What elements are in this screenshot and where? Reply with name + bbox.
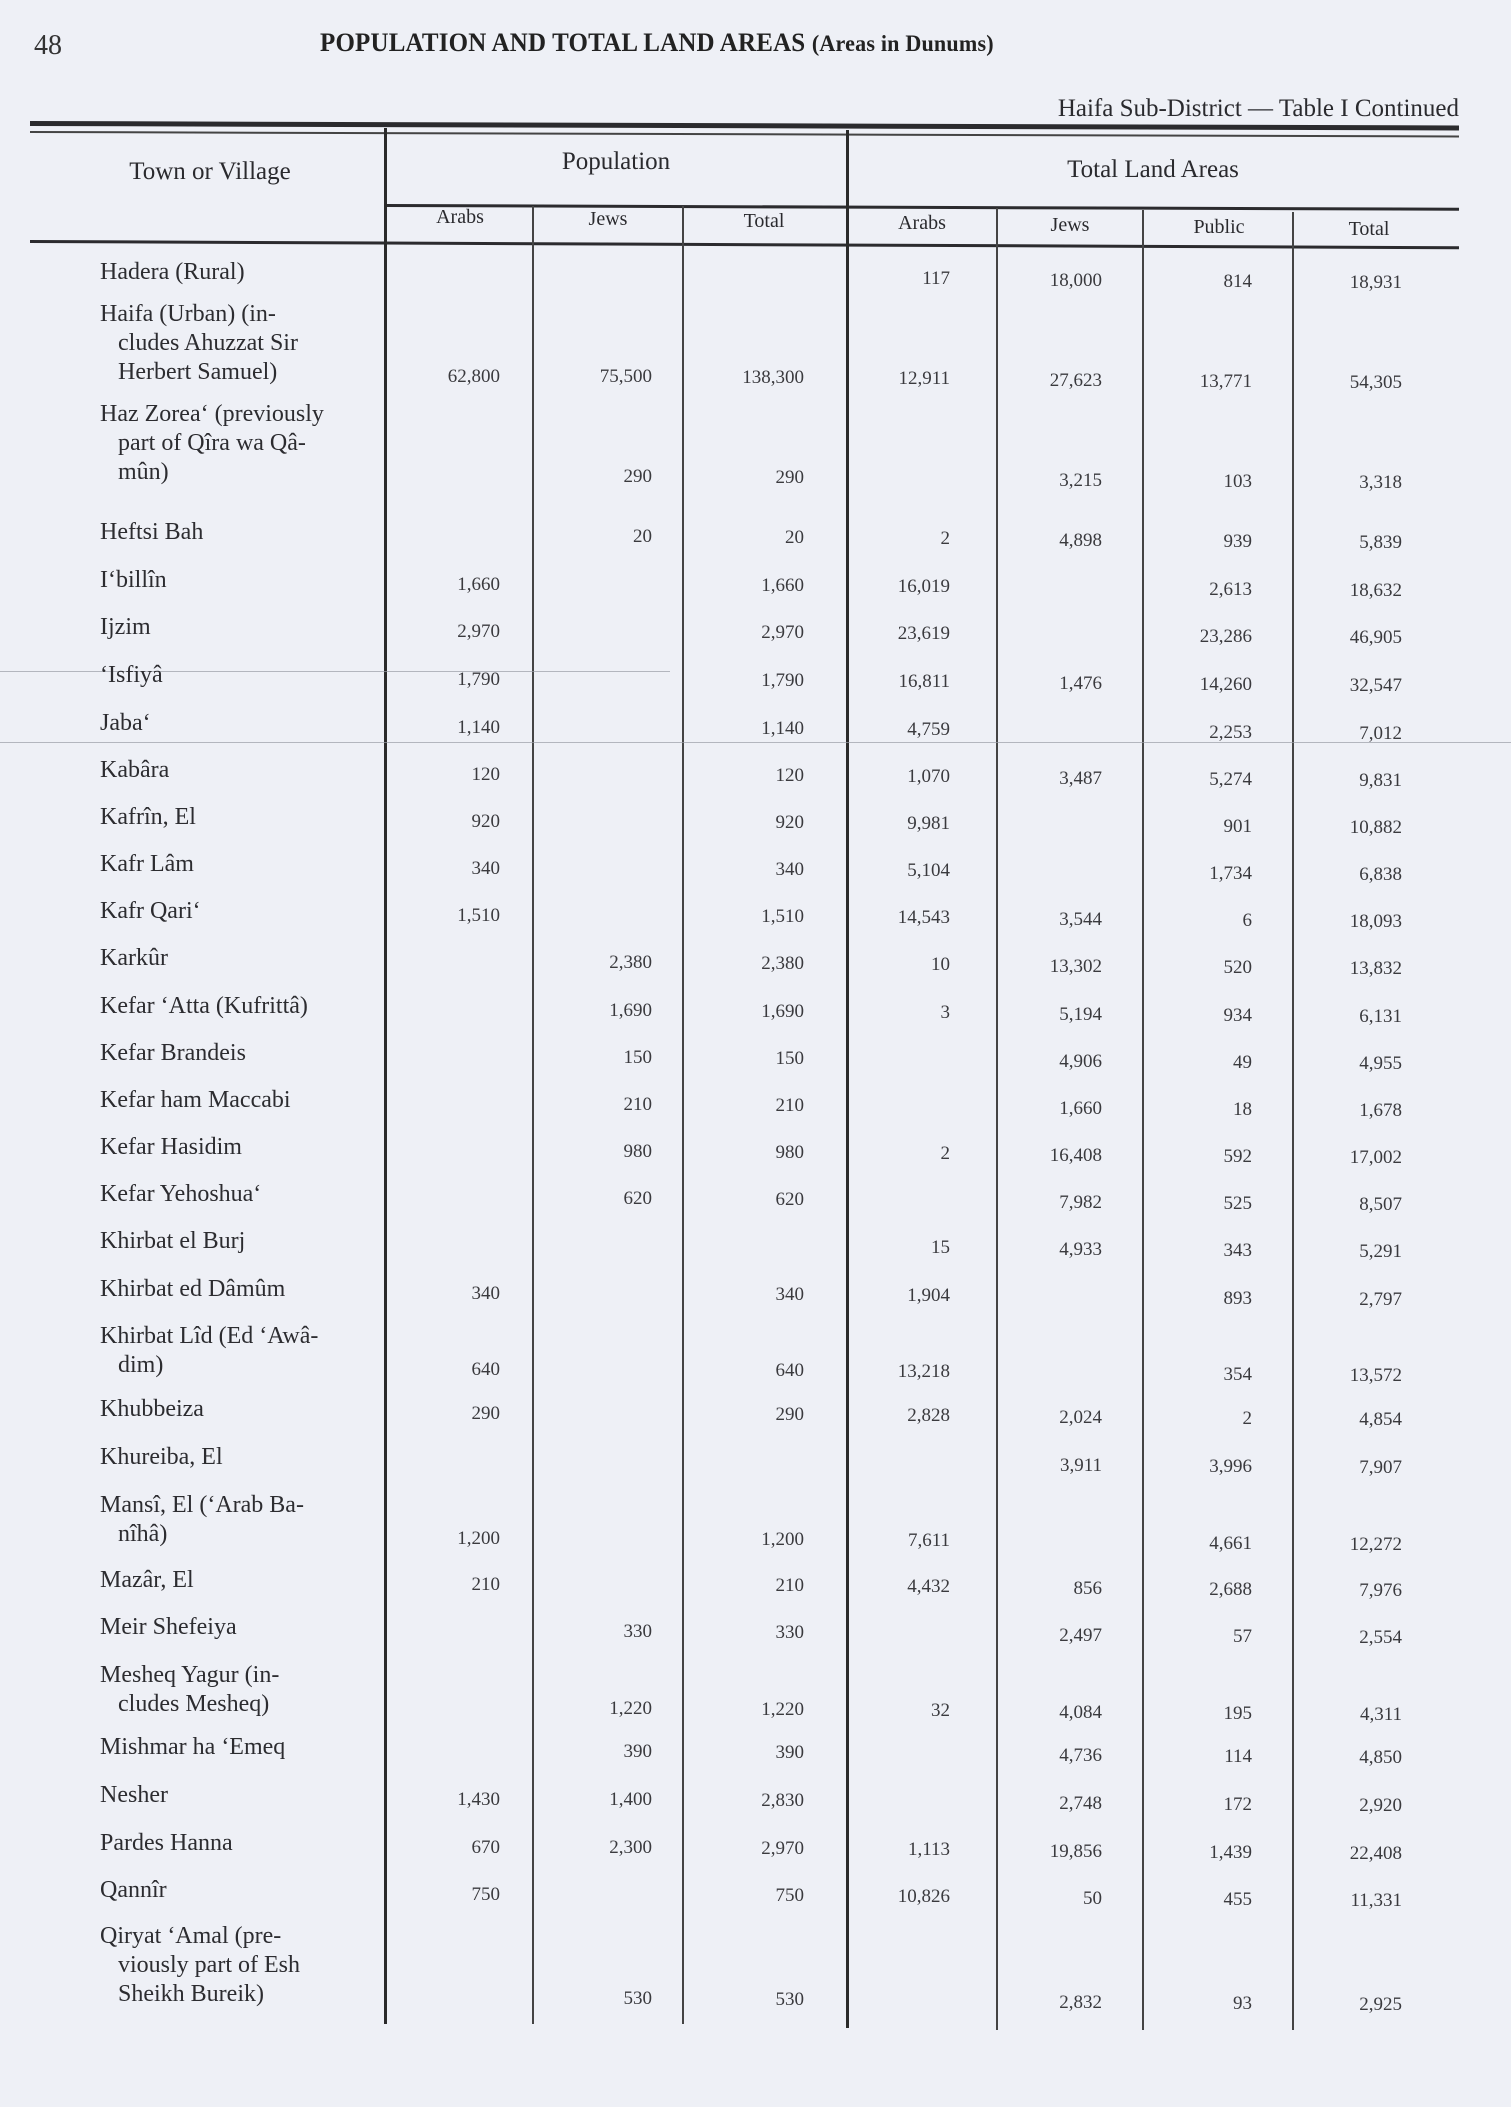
town-name	[100, 992, 370, 1021]
cell-pop-jews: 210	[623, 1094, 652, 1115]
cell-land-jews: 27,623	[1049, 369, 1102, 391]
town-name	[100, 709, 370, 738]
col-header-land-total: Total	[1348, 218, 1390, 240]
cell-pop-arabs: 1,200	[457, 1528, 500, 1549]
cell-land-jews: 4,736	[1059, 1744, 1102, 1766]
cell-land-public: 23,286	[1199, 625, 1252, 647]
cell-land-arabs: 1,070	[907, 766, 950, 788]
cell-pop-arabs: 62,800	[447, 366, 500, 387]
town-name	[100, 1566, 370, 1595]
cell-pop-total: 390	[775, 1742, 804, 1764]
cell-land-jews: 18,000	[1049, 269, 1102, 291]
town-name-line: Herbert Samuel)	[118, 359, 278, 385]
cell-pop-total: 290	[775, 1404, 804, 1426]
cell-land-total: 5,291	[1359, 1241, 1402, 1262]
cell-land-arabs: 3	[940, 1002, 950, 1024]
cell-land-total: 13,832	[1349, 958, 1402, 979]
divider-land-arabs-jews	[996, 208, 998, 2030]
table-subtitle: Haifa Sub-District — Table I Continued	[1057, 95, 1459, 122]
cell-pop-total: 1,200	[761, 1529, 804, 1551]
cell-pop-total: 640	[775, 1360, 804, 1382]
town-name	[100, 756, 370, 785]
cell-pop-arabs: 670	[471, 1837, 500, 1858]
town-name	[100, 613, 370, 642]
cell-land-jews: 7,982	[1059, 1191, 1102, 1213]
cell-land-total: 2,554	[1359, 1627, 1402, 1648]
town-name	[100, 1322, 370, 1380]
scan-artifact-line	[0, 742, 1511, 743]
cell-land-total: 13,572	[1349, 1365, 1402, 1386]
town-name-line: Mesheq Yagur (in-	[100, 1662, 280, 1688]
town-name	[100, 1491, 370, 1549]
town-name	[100, 1395, 370, 1424]
cell-land-total: 4,854	[1359, 1409, 1402, 1430]
town-name	[100, 400, 370, 487]
cell-pop-jews: 2,380	[609, 952, 652, 973]
cell-land-arabs: 117	[922, 268, 950, 290]
cell-land-jews: 50	[1083, 1887, 1102, 1909]
cell-land-arabs: 10	[931, 954, 950, 976]
cell-land-total: 4,311	[1359, 1704, 1402, 1725]
town-name	[100, 518, 370, 547]
town-name-line: Kefar ‘Atta (Kufrittâ)	[100, 993, 308, 1019]
town-name	[100, 1829, 370, 1858]
cell-land-arabs: 2,828	[907, 1405, 950, 1427]
cell-land-total: 9,831	[1359, 770, 1402, 791]
col-header-pop-arabs: Arabs	[436, 206, 484, 228]
cell-land-public: 354	[1223, 1363, 1252, 1385]
cell-pop-jews: 1,220	[609, 1698, 652, 1719]
cell-land-total: 7,976	[1359, 1580, 1402, 1601]
town-header: Town or Village	[129, 158, 291, 185]
town-name-line: Ijzim	[100, 614, 151, 640]
cell-land-arabs: 14,543	[897, 907, 950, 929]
cell-land-public: 195	[1223, 1702, 1252, 1724]
town-name	[100, 1227, 370, 1256]
town-name-line: Sheikh Bureik)	[118, 1981, 264, 2007]
cell-land-arabs: 1,113	[907, 1839, 950, 1861]
town-name-line: Mansî, El (‘Arab Ba-	[100, 1492, 304, 1518]
cell-pop-jews: 1,690	[609, 1000, 652, 1021]
cell-pop-arabs: 340	[471, 1283, 500, 1304]
cell-land-jews: 2,748	[1059, 1792, 1102, 1814]
cell-land-jews: 3,544	[1059, 908, 1102, 930]
town-name	[100, 300, 370, 387]
page-title	[320, 28, 994, 58]
col-header-land-public: Public	[1193, 216, 1245, 238]
col-header-land-jews: Jews	[1050, 214, 1090, 236]
cell-land-arabs: 5,104	[907, 860, 950, 882]
town-name-line: mûn)	[118, 459, 169, 485]
cell-land-total: 18,931	[1349, 272, 1402, 293]
cell-land-total: 3,318	[1359, 472, 1402, 493]
cell-land-public: 18	[1233, 1098, 1252, 1120]
cell-land-jews: 19,856	[1049, 1840, 1102, 1862]
cell-land-arabs: 2	[940, 528, 950, 550]
cell-land-arabs: 23,619	[897, 623, 950, 645]
page-title-main: POPULATION AND TOTAL LAND AREAS	[320, 28, 806, 57]
cell-land-arabs: 15	[931, 1237, 950, 1259]
cell-land-total: 18,632	[1349, 580, 1402, 601]
cell-pop-total: 20	[785, 527, 804, 549]
cell-land-arabs: 9,981	[907, 813, 950, 835]
cell-land-jews: 4,084	[1059, 1701, 1102, 1723]
cell-land-public: 13,771	[1199, 370, 1252, 392]
cell-land-total: 4,955	[1359, 1053, 1402, 1074]
cell-land-public: 343	[1223, 1239, 1252, 1261]
cell-land-total: 7,907	[1359, 1457, 1402, 1478]
cell-pop-arabs: 1,140	[457, 717, 500, 738]
cell-land-arabs: 10,826	[897, 1886, 950, 1908]
cell-land-public: 893	[1223, 1287, 1252, 1309]
land-areas-group-header: Total Land Areas	[1067, 156, 1239, 183]
cell-land-public: 6	[1242, 909, 1252, 931]
cell-land-total: 8,507	[1359, 1194, 1402, 1215]
town-name-line: Khureiba, El	[100, 1444, 223, 1470]
town-name-line: Jaba‘	[100, 710, 151, 736]
cell-pop-arabs: 920	[471, 811, 500, 832]
cell-land-public: 49	[1233, 1051, 1252, 1073]
cell-pop-total: 2,970	[761, 622, 804, 644]
cell-pop-total: 1,790	[761, 670, 804, 692]
cell-pop-total: 2,830	[761, 1790, 804, 1812]
page-number: 48	[34, 30, 62, 61]
town-name	[100, 897, 370, 926]
cell-land-total: 32,547	[1349, 675, 1402, 696]
town-name	[100, 1086, 370, 1115]
cell-pop-jews: 330	[623, 1621, 652, 1642]
cell-pop-arabs: 1,660	[457, 574, 500, 595]
town-name-line: Qannîr	[100, 1877, 167, 1903]
town-name	[100, 1039, 370, 1068]
town-name	[100, 1922, 370, 2009]
cell-land-total: 7,012	[1359, 723, 1402, 744]
cell-land-jews: 1,476	[1059, 672, 1102, 694]
town-name-line: Kefar Yehoshua‘	[100, 1181, 262, 1207]
town-name	[100, 566, 370, 595]
divider-land-jews-public	[1142, 210, 1144, 2030]
cell-land-public: 1,439	[1209, 1841, 1252, 1863]
cell-land-total: 11,331	[1350, 1890, 1402, 1911]
town-name	[100, 1733, 370, 1762]
cell-pop-arabs: 2,970	[457, 621, 500, 642]
cell-land-public: 103	[1223, 470, 1252, 492]
town-name	[100, 1876, 370, 1905]
cell-land-jews: 5,194	[1059, 1003, 1102, 1025]
cell-land-total: 5,839	[1359, 532, 1402, 553]
cell-pop-total: 2,380	[761, 953, 804, 975]
cell-land-arabs: 4,759	[907, 719, 950, 741]
cell-pop-arabs: 210	[471, 1574, 500, 1595]
cell-land-public: 57	[1233, 1625, 1252, 1647]
cell-pop-total: 210	[775, 1095, 804, 1117]
town-name-line: Pardes Hanna	[100, 1830, 233, 1856]
town-name-line: ‘Isfiyâ	[100, 662, 163, 688]
cell-pop-jews: 620	[623, 1188, 652, 1209]
cell-pop-jews: 980	[623, 1141, 652, 1162]
cell-land-total: 2,797	[1359, 1289, 1402, 1310]
cell-land-public: 4,661	[1209, 1532, 1252, 1554]
town-name	[100, 661, 370, 690]
divider-pop-arabs-jews	[532, 206, 534, 2024]
cell-land-total: 54,305	[1349, 372, 1402, 393]
cell-land-public: 592	[1223, 1145, 1252, 1167]
cell-land-jews: 2,497	[1059, 1624, 1102, 1646]
cell-land-total: 10,882	[1349, 817, 1402, 838]
cell-land-total: 2,920	[1359, 1795, 1402, 1816]
town-name	[100, 1781, 370, 1810]
cell-pop-arabs: 340	[471, 858, 500, 879]
town-name-line: Haifa (Urban) (in-	[100, 301, 276, 327]
town-name-line: Haz Zorea‘ (previously	[100, 401, 324, 427]
cell-pop-total: 1,140	[761, 718, 804, 740]
town-name-line: Mazâr, El	[100, 1567, 194, 1593]
cell-pop-total: 120	[775, 765, 804, 787]
cell-land-jews: 856	[1073, 1577, 1102, 1599]
town-name-line: Kabâra	[100, 757, 170, 783]
cell-land-total: 12,272	[1349, 1534, 1402, 1555]
cell-land-arabs: 13,218	[897, 1361, 950, 1383]
cell-land-total: 18,093	[1349, 911, 1402, 932]
cell-land-jews: 4,898	[1059, 529, 1102, 551]
cell-land-public: 2,253	[1209, 721, 1252, 743]
town-name-line: dim)	[118, 1352, 164, 1378]
cell-pop-jews: 2,300	[609, 1837, 652, 1858]
cell-land-jews: 16,408	[1049, 1144, 1102, 1166]
cell-land-public: 2,613	[1209, 578, 1252, 600]
cell-pop-total: 1,690	[761, 1001, 804, 1023]
town-name-line: Khubbeiza	[100, 1396, 204, 1422]
top-rule-thin	[30, 131, 1459, 137]
cell-land-public: 939	[1223, 530, 1252, 552]
cell-pop-total: 1,510	[761, 906, 804, 928]
cell-pop-total: 1,220	[761, 1699, 804, 1721]
cell-pop-jews: 290	[623, 466, 652, 487]
cell-land-public: 455	[1223, 1888, 1252, 1910]
cell-land-public: 1,734	[1209, 862, 1252, 884]
cell-land-jews: 2,024	[1059, 1406, 1102, 1428]
cell-pop-total: 150	[775, 1048, 804, 1070]
cell-land-total: 4,850	[1359, 1747, 1402, 1768]
cell-pop-total: 340	[775, 859, 804, 881]
cell-land-jews: 13,302	[1049, 955, 1102, 977]
town-name-line: I‘billîn	[100, 567, 167, 593]
cell-pop-jews: 390	[623, 1741, 652, 1762]
cell-land-total: 17,002	[1349, 1147, 1402, 1168]
cell-land-public: 814	[1223, 270, 1252, 292]
cell-land-public: 3,996	[1209, 1455, 1252, 1477]
cell-pop-total: 920	[775, 812, 804, 834]
town-name-line: viously part of Esh	[118, 1952, 300, 1978]
cell-land-arabs: 32	[931, 1700, 950, 1722]
town-name	[100, 850, 370, 879]
cell-land-public: 5,274	[1209, 768, 1252, 790]
town-name-line: Kafr Lâm	[100, 851, 194, 877]
cell-pop-arabs: 1,790	[457, 669, 500, 690]
cell-land-arabs: 4,432	[907, 1576, 950, 1598]
col-header-pop-total: Total	[743, 210, 785, 232]
cell-land-jews: 4,906	[1059, 1050, 1102, 1072]
town-name	[100, 944, 370, 973]
cell-pop-arabs: 750	[471, 1884, 500, 1905]
cell-land-public: 934	[1223, 1004, 1252, 1026]
cell-pop-jews: 150	[623, 1047, 652, 1068]
town-name-line: Hadera (Rural)	[100, 259, 245, 285]
town-name-line: Qiryat ‘Amal (pre-	[100, 1923, 282, 1949]
town-name-line: cludes Mesheq)	[118, 1691, 270, 1717]
cell-pop-arabs: 290	[471, 1403, 500, 1424]
cell-pop-arabs: 120	[471, 764, 500, 785]
cell-land-jews: 3,487	[1059, 767, 1102, 789]
town-name	[100, 1443, 370, 1472]
cell-pop-jews: 75,500	[599, 366, 652, 387]
cell-pop-total: 138,300	[742, 367, 804, 389]
cell-land-arabs: 16,019	[897, 576, 950, 598]
header-bottom-rule	[30, 240, 1459, 249]
town-name	[100, 1613, 370, 1642]
cell-land-public: 114	[1224, 1745, 1252, 1767]
cell-land-jews: 1,660	[1059, 1097, 1102, 1119]
cell-land-public: 93	[1233, 1992, 1252, 2014]
town-name-line: Kafr Qari‘	[100, 898, 201, 924]
cell-pop-jews: 1,400	[609, 1789, 652, 1810]
town-name-line: Meir Shefeiya	[100, 1614, 237, 1640]
divider-town-population	[384, 128, 387, 2024]
cell-land-public: 14,260	[1199, 673, 1252, 695]
cell-pop-arabs: 1,510	[457, 905, 500, 926]
town-name-line: cludes Ahuzzat Sir	[118, 330, 298, 356]
cell-land-public: 2,688	[1209, 1578, 1252, 1600]
cell-land-arabs: 2	[940, 1143, 950, 1165]
col-header-pop-jews: Jews	[588, 208, 628, 230]
town-name-line: Heftsi Bah	[100, 519, 204, 545]
town-name	[100, 1180, 370, 1209]
cell-land-total: 46,905	[1349, 627, 1402, 648]
cell-land-public: 901	[1223, 815, 1252, 837]
cell-land-arabs: 1,904	[907, 1285, 950, 1307]
cell-land-jews: 2,832	[1059, 1991, 1102, 2013]
cell-pop-jews: 20	[633, 526, 652, 547]
cell-pop-total: 290	[775, 467, 804, 489]
cell-pop-total: 2,970	[761, 1838, 804, 1860]
town-name-line: Khirbat Lîd (Ed ‘Awâ-	[100, 1323, 319, 1349]
town-name-line: Khirbat el Burj	[100, 1228, 246, 1254]
cell-land-jews: 4,933	[1059, 1238, 1102, 1260]
cell-pop-jews: 530	[623, 1988, 652, 2009]
cell-pop-total: 340	[775, 1284, 804, 1306]
cell-land-total: 22,408	[1349, 1843, 1402, 1864]
page-title-note: (Areas in Dunums)	[811, 31, 994, 56]
cell-pop-arabs: 640	[471, 1359, 500, 1380]
cell-pop-total: 980	[775, 1142, 804, 1164]
town-name	[100, 258, 370, 287]
population-group-header: Population	[561, 148, 671, 175]
cell-land-arabs: 7,611	[907, 1530, 950, 1552]
town-name-line: Nesher	[100, 1782, 168, 1808]
cell-pop-total: 620	[775, 1189, 804, 1211]
divider-land-public-total	[1292, 212, 1294, 2030]
cell-pop-total: 750	[775, 1885, 804, 1907]
divider-population-land	[846, 130, 849, 2028]
cell-land-public: 520	[1223, 956, 1252, 978]
town-name	[100, 1275, 370, 1304]
cell-pop-total: 1,660	[761, 575, 804, 597]
cell-land-public: 172	[1223, 1793, 1252, 1815]
town-name-line: part of Qîra wa Qâ-	[118, 430, 306, 456]
town-name-line: Kefar Hasidim	[100, 1134, 242, 1160]
town-name-line: Kefar Brandeis	[100, 1040, 246, 1066]
cell-land-arabs: 12,911	[898, 368, 950, 390]
town-name-line: Mishmar ha ‘Emeq	[100, 1734, 286, 1760]
town-name	[100, 1133, 370, 1162]
town-name-line: Khirbat ed Dâmûm	[100, 1276, 286, 1302]
cell-pop-total: 530	[775, 1989, 804, 2011]
cell-land-total: 2,925	[1359, 1994, 1402, 2015]
cell-land-total: 1,678	[1359, 1100, 1402, 1121]
col-header-land-arabs: Arabs	[898, 212, 946, 234]
cell-land-jews: 3,911	[1059, 1454, 1102, 1476]
town-name-line: Kefar ham Maccabi	[100, 1087, 291, 1113]
cell-land-total: 6,131	[1359, 1006, 1402, 1027]
cell-land-total: 6,838	[1359, 864, 1402, 885]
cell-land-public: 2	[1242, 1407, 1252, 1429]
cell-land-public: 525	[1223, 1192, 1252, 1214]
town-name-line: Kafrîn, El	[100, 804, 196, 830]
cell-pop-total: 330	[775, 1622, 804, 1644]
cell-land-jews: 3,215	[1059, 469, 1102, 491]
town-name	[100, 1661, 370, 1719]
town-name-line: nîhâ)	[118, 1521, 168, 1547]
divider-pop-jews-total	[682, 206, 684, 2024]
town-name-line: Karkûr	[100, 945, 168, 971]
town-name	[100, 803, 370, 832]
cell-pop-arabs: 1,430	[457, 1789, 500, 1810]
cell-pop-total: 210	[775, 1575, 804, 1597]
cell-land-arabs: 16,811	[898, 671, 950, 693]
